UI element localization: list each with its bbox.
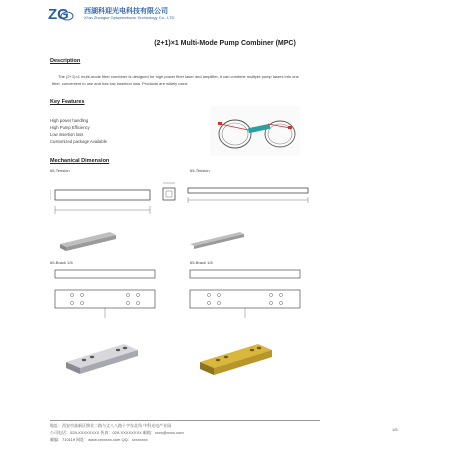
tension-3d-render-2 xyxy=(188,226,250,252)
tension-3d-render-1 xyxy=(58,226,120,252)
tension-drawing-top xyxy=(50,180,155,220)
tension-drawing-section xyxy=(158,180,180,210)
bracket-drawing-left xyxy=(50,268,162,320)
tension-drawing-long xyxy=(185,180,315,210)
product-photo xyxy=(210,106,300,156)
page-number: 1/6 xyxy=(392,427,398,432)
bracket-drawing-right xyxy=(185,268,307,320)
dim-label-d: 65-Brack 1/6 xyxy=(190,260,213,265)
description-line-2: fiber, convenient to use and has low insertion loss. Products are widely used. xyxy=(52,81,189,86)
dim-label-a: 65-Tension xyxy=(50,168,70,173)
dim-label-b: 65-Tension xyxy=(190,168,210,173)
feature-item: Low insertion loss xyxy=(50,132,84,137)
description-heading: Description xyxy=(50,58,81,64)
company-name-en: Xi'an Zhongke Optoelectronic Technology Co., LTD xyxy=(84,15,175,20)
company-name-cn: 西湖科迎光电科技有限公司 xyxy=(84,8,168,15)
bracket-3d-render-gold xyxy=(196,336,276,378)
company-logo xyxy=(48,4,74,24)
footer-contact: 公司电话：029-XXXXXXXX 传真：029-XXXXXXXX 邮箱：xxxx@xxxx.com xyxy=(50,430,184,435)
feature-item: High power handling xyxy=(50,118,89,123)
dim-label-c: 65-Brack 1/6 xyxy=(50,260,73,265)
feature-item: High Pump Efficiency xyxy=(50,125,90,130)
feature-item: Customized package Available xyxy=(50,139,107,144)
features-list xyxy=(50,117,107,145)
description-line-1: The (2+1)×1 multi-mode fiber combiner is designed for high power fiber laser and amplifier, it can combine multiple pump lasers into one xyxy=(58,74,299,79)
logo-text: ZG xyxy=(48,6,69,23)
bracket-3d-render-silver xyxy=(62,336,142,376)
footer-address: 地址：西安市高新区锦业二路与丈八八路十字东北角 中科光电产业园 xyxy=(50,423,172,428)
features-heading: Key Features xyxy=(50,99,85,105)
footer-web: 邮编：710119 网址：www.xxxxxxx.com QQ：xxxxxxxx xyxy=(50,437,148,442)
mechanical-heading: Mechanical Dimension xyxy=(50,158,110,164)
footer-divider xyxy=(50,420,320,421)
page-title: (2+1)×1 Multi-Mode Pump Combiner (MPC) xyxy=(154,40,296,47)
